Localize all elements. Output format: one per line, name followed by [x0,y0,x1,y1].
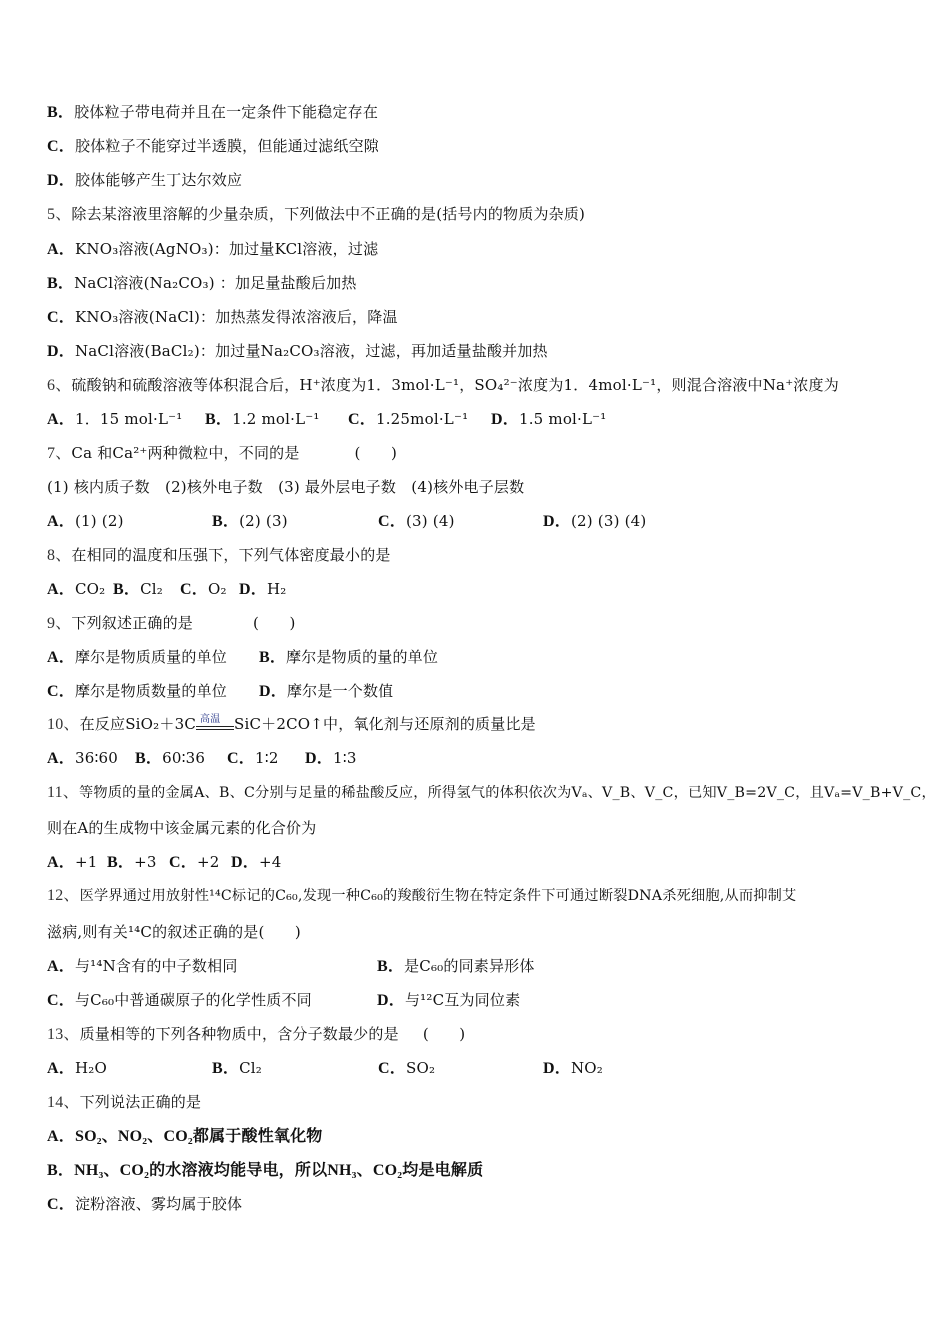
option-text: H₂O [74,1059,107,1077]
q7-items: (1) 核内质子数 (2)核外电子数 (3) 最外层电子数 (4)核外电子层数 [47,478,525,496]
q6-options [47,409,607,430]
q9-options-ab [47,647,438,668]
question-stem: 质量相等的下列各种物质中，含分子数最少的是 [79,1025,399,1043]
option-label: C． [47,309,75,326]
q9-option-b [259,647,438,668]
option-label: D． [543,513,571,530]
option-text: SO₂ [405,1059,436,1077]
option-text: 与¹⁴N含有的中子数相同 [74,957,238,975]
q6-stem [47,375,839,396]
option-label: C． [47,1196,75,1213]
q11-options [47,852,281,873]
q10-option-c [227,748,305,769]
option-label: D． [47,172,75,189]
option-text: NO₂ [570,1059,604,1077]
question-stem: 在相同的温度和压强下，下列气体密度最小的是 [71,546,391,564]
q11-stem-line1 [47,783,936,803]
question-number: 7、 [47,445,72,462]
option-label: D． [491,411,519,428]
q7-stem [47,443,397,464]
q12-option-a [47,956,377,977]
option-label: C． [47,992,75,1009]
q13-options [47,1058,603,1079]
q12-option-b [377,956,535,977]
option-text: 与¹²C互为同位素 [404,991,521,1009]
option-text: SO₂、NO₂、CO₂都属于酸性氧化物 [74,1128,323,1145]
option-text: (3) (4) [405,512,455,530]
q7-option-a [47,511,212,532]
option-label: C． [47,138,75,155]
q12-stem-line1 [47,886,796,906]
option-label: A． [47,854,75,871]
option-text: 1.2 mol·L⁻¹ [232,410,320,428]
q9-option-c [47,681,259,702]
option-text: 1∶2 [254,749,279,767]
q9-options-cd [47,681,393,702]
option-label: B． [107,854,135,871]
question-number: 9、 [47,615,72,632]
question-stem: 下列叙述正确的是 [71,614,194,632]
option-label: A． [47,958,75,975]
q6-option-d [491,409,607,430]
q11-option-c [169,852,231,873]
q6-option-a [47,409,205,430]
option-label: A． [47,1060,75,1077]
q10-option-b [135,748,227,769]
q7-options [47,511,646,532]
q4-option-d [47,170,242,191]
option-label: C． [378,1060,406,1077]
option-text: 摩尔是物质质量的单位 [74,648,227,666]
option-label: B． [212,1060,240,1077]
question-stem: Ca 和Ca²⁺两种微粒中，不同的是 [71,444,300,462]
reaction-condition-arrow [196,716,234,734]
q8-option-c [180,579,239,600]
option-text: NaCl溶液(Na₂CO₃) ：加足量盐酸后加热 [74,274,357,292]
option-label: B． [377,958,405,975]
option-text: 60∶36 [162,749,206,767]
question-stem: 除去某溶液里溶解的少量杂质，下列做法中不正确的是(括号内的物质为杂质) [71,205,586,223]
option-text: 是C₆₀的同素异形体 [404,957,535,975]
question-number: 5、 [47,206,72,223]
q14-option-a [47,1126,323,1147]
option-text: 胶体粒子不能穿过半透膜，但能通过滤纸空隙 [74,137,379,155]
q6-option-b [205,409,348,430]
option-text: 36∶60 [74,749,119,767]
q7-option-d [543,511,646,532]
question-number: 12、 [47,887,80,904]
option-label: A． [47,649,75,666]
q11-stem-line2: 则在A的生成物中该金属元素的化合价为 [47,819,317,837]
option-text: 1.5 mol·L⁻¹ [518,410,607,428]
option-text: 与C₆₀中普通碳原子的化学性质不同 [74,991,312,1009]
q9-option-d [259,681,393,702]
q12-options-cd [47,990,520,1011]
option-label: D． [239,581,267,598]
option-label: B． [212,513,240,530]
q9-stem [47,613,296,634]
option-label: D． [231,854,259,871]
option-text: NH₃、CO₂的水溶液均能导电，所以NH₃、CO₂均是电解质 [74,1162,484,1179]
option-label: C． [47,683,75,700]
question-number: 8、 [47,547,72,564]
question-stem: 硫酸钠和硫酸溶液等体积混合后，H⁺浓度为1．3mol·L⁻¹，SO₄²⁻浓度为1．4mol·L⁻¹，则混合溶液中Na⁺浓度为 [71,376,839,394]
option-text: H₂ [266,580,287,598]
option-label: B． [259,649,287,666]
q11-option-b [107,852,169,873]
option-label: D． [259,683,287,700]
q10-options [47,748,357,769]
option-label: C． [169,854,197,871]
option-text: 摩尔是物质的量的单位 [286,648,439,666]
q13-stem [47,1024,465,1045]
option-label: A． [47,411,75,428]
q7-option-b [212,511,378,532]
q12-stem-line2: 滋病,则有关¹⁴C的叙述正确的是( ) [47,923,301,941]
q14-option-b [47,1160,483,1181]
q8-option-b [113,579,180,600]
q6-option-c [348,409,491,430]
q8-option-a [47,579,113,600]
option-label: A． [47,750,75,767]
question-stem: 医学界通过用放射性¹⁴C标记的C₆₀,发现一种C₆₀的羧酸衍生物在特定条件下可通过断裂DNA杀死细胞,从而抑制艾 [79,888,797,904]
option-text: 淀粉溶液、雾均属于胶体 [74,1195,243,1213]
option-text: (2) (3) [239,512,288,530]
option-label: D． [377,992,405,1009]
option-text: KNO₃溶液(AgNO₃)：加过量KCl溶液，过滤 [74,240,379,258]
equation-products-and-question: SiC＋2CO↑中，氧化剂与还原剂的质量比是 [234,715,536,733]
q13-option-d [543,1058,603,1079]
q13-option-a [47,1058,212,1079]
option-text: KNO₃溶液(NaCl)：加热蒸发得浓溶液后，降温 [74,308,398,326]
question-number: 11、 [47,784,80,801]
q10-stem [47,714,536,735]
option-label: C． [378,513,406,530]
option-text: 胶体粒子带电荷并且在一定条件下能稳定存在 [74,103,379,121]
option-label: D． [543,1060,571,1077]
q7-option-c [378,511,543,532]
option-text: (2) (3) (4) [570,512,647,530]
reaction-condition: 高温 [200,714,221,725]
q13-option-c [378,1058,543,1079]
option-label: B． [113,581,141,598]
option-text: +2 [196,853,220,871]
q14-stem [47,1092,201,1113]
question-number: 13、 [47,1026,80,1043]
option-label: B． [47,104,75,121]
option-label: A． [47,1128,75,1145]
option-text: (1) (2) [74,512,124,530]
option-text: +4 [258,853,282,871]
question-number: 6、 [47,377,72,394]
option-label: A． [47,513,75,530]
q11-option-a [47,852,107,873]
q14-option-c [47,1194,242,1215]
q12-option-d [377,990,520,1011]
option-text: NaCl溶液(BaCl₂)：加过量Na₂CO₃溶液，过滤，再加适量盐酸并加热 [74,342,548,360]
q8-options [47,579,286,600]
option-text: +3 [134,853,157,871]
option-text: +1 [74,853,98,871]
answer-blank: ( ) [422,1025,466,1043]
option-text: Cl₂ [239,1059,262,1077]
option-label: C． [180,581,208,598]
q10-option-a [47,748,135,769]
q12-option-c [47,990,377,1011]
question-number: 14、 [47,1094,80,1111]
option-text: 摩尔是物质数量的单位 [74,682,227,700]
option-text: Cl₂ [140,580,163,598]
option-text: O₂ [207,580,227,598]
option-label: B． [205,411,233,428]
option-label: D． [305,750,333,767]
equation-reactants: 在反应SiO₂＋3C [79,715,197,733]
option-label: A． [47,581,75,598]
q4-option-c [47,136,379,157]
option-text: 1∶3 [332,749,357,767]
q5-option-d [47,341,548,362]
q5-option-c [47,307,398,328]
option-label: C． [348,411,376,428]
option-label: B． [135,750,163,767]
answer-blank: ( ) [253,614,296,632]
option-text: 1．15 mol·L⁻¹ [74,410,183,428]
q10-option-d [305,748,357,769]
question-stem: 等物质的量的金属A、B、C分别与足量的稀盐酸反应，所得氢气的体积依次为Vₐ、V_B、V_C，已知V_B=2V_C，且Vₐ=V_B+V_C， [79,785,936,801]
option-label: B． [47,275,75,292]
question-stem: 下列说法正确的是 [79,1093,202,1111]
option-text: 摩尔是一个数值 [286,682,394,700]
q5-option-b [47,273,357,294]
q4-option-b [47,102,378,123]
option-label: C． [227,750,255,767]
question-number: 10、 [47,716,80,733]
q8-option-d [239,579,286,600]
option-label: D． [47,343,75,360]
q5-option-a [47,239,378,260]
option-text: CO₂ [74,580,106,598]
q9-option-a [47,647,259,668]
q13-option-b [212,1058,378,1079]
option-text: 胶体能够产生丁达尔效应 [74,171,243,189]
q5-stem [47,204,585,225]
answer-blank: ( ) [354,444,398,462]
option-label: A． [47,241,75,258]
q12-options-ab [47,956,535,977]
option-label: B． [47,1162,75,1179]
option-text: 1.25mol·L⁻¹ [375,410,469,428]
q8-stem [47,545,391,566]
q11-option-d [231,852,281,873]
